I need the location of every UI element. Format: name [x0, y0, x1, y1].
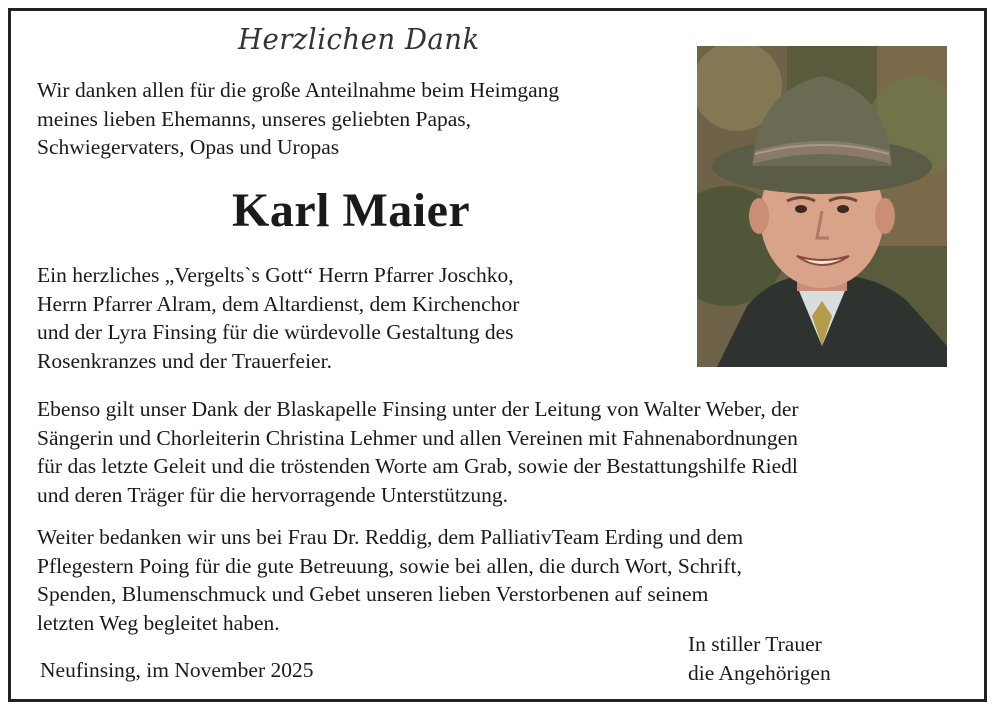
- text-line: für das letzte Geleit und die tröstenden Worte am Grab, sowie der Bestattungshilfe Riedl: [37, 454, 798, 478]
- place-and-date: Neufinsing, im November 2025: [40, 658, 314, 682]
- notice-heading: Herzlichen Dank: [238, 22, 480, 56]
- text-line: Weiter bedanken wir uns bei Frau Dr. Reddig, dem PalliativTeam Erding und dem: [37, 525, 744, 549]
- clergy-thanks-paragraph: [37, 261, 687, 375]
- text-line: Wir danken allen für die große Anteilnahme beim Heimgang: [37, 78, 560, 102]
- portrait-photo: [697, 46, 947, 367]
- intro-paragraph: [37, 76, 687, 162]
- text-line: Herrn Pfarrer Alram, dem Altardienst, dem Kirchenchor: [37, 291, 520, 316]
- portrait-illustration: [697, 46, 947, 367]
- care-thanks-paragraph: [37, 523, 967, 637]
- text-line: Schwiegervaters, Opas und Uropas: [37, 135, 340, 159]
- signature-block: [688, 630, 831, 687]
- signature-line: die Angehörigen: [688, 660, 831, 685]
- music-thanks-paragraph: [37, 395, 967, 509]
- deceased-name: Karl Maier: [232, 184, 471, 237]
- text-line: und der Lyra Finsing für die würdevolle Gestaltung des: [37, 320, 514, 344]
- text-line: und deren Träger für die hervorragende Unterstützung.: [37, 482, 509, 507]
- text-line: Ein herzliches „Vergelts`s Gott“ Herrn Pfarrer Joschko,: [37, 263, 514, 287]
- text-line: Pflegestern Poing für die gute Betreuung, sowie bei allen, die durch Wort, Schrift,: [37, 553, 742, 578]
- signature-line: In stiller Trauer: [688, 632, 822, 656]
- text-line: meines lieben Ehemanns, unseres geliebten Papas,: [37, 106, 472, 131]
- text-line: Sängerin und Chorleiterin Christina Lehmer und allen Vereinen mit Fahnenabordnungen: [37, 425, 798, 450]
- text-line: Rosenkranzes und der Trauerfeier.: [37, 348, 332, 373]
- text-line: Spenden, Blumenschmuck und Gebet unseren lieben Verstorbenen auf seinem: [37, 582, 709, 606]
- text-line: Ebenso gilt unser Dank der Blaskapelle Finsing unter der Leitung von Walter Weber, der: [37, 397, 799, 421]
- text-line: letzten Weg begleitet haben.: [37, 610, 280, 635]
